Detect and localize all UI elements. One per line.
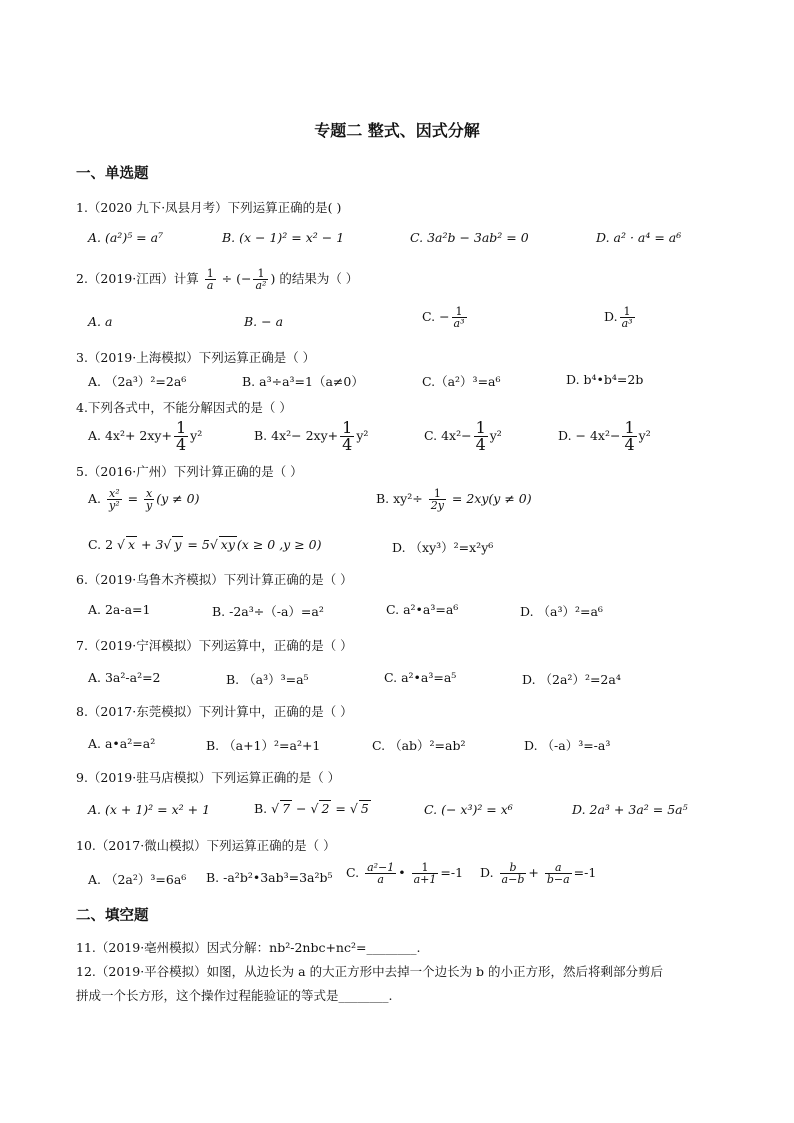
q2-fraction-1-over-a-squared: $\frac{1}{\text{a²}}$ xyxy=(255,267,267,292)
question-4-stem: 4.下列各式中，不能分解因式的是（ ） xyxy=(76,400,292,415)
q2-option-d: D. $\frac{1}{\text{a³}}$ xyxy=(604,305,633,330)
q7-option-c: C. a²•a³=a⁵ xyxy=(384,670,457,685)
question-8-stem: 8.（2017·东莞模拟）下列计算中，正确的是（ ） xyxy=(76,704,353,719)
question-2-stem: 2.（2019·江西）计算 $\frac{1}{a}$ ÷ (− $\frac{1}{\text{a²}}$ ) 的结果为（ ） xyxy=(76,267,359,292)
page-title: 专题二 整式、因式分解 xyxy=(314,121,480,140)
q1-option-c: C. 3a²b − 3ab² = 0 xyxy=(410,230,529,245)
q2-stem-suffix: 的结果为（ ） xyxy=(279,271,359,286)
q10-option-a: A. （2a²）³=6a⁶ xyxy=(88,872,187,887)
q6-option-c: C. a²•a³=a⁶ xyxy=(386,602,459,617)
question-3-stem: 3.（2019·上海模拟）下列运算正确是（ ） xyxy=(76,350,316,365)
section-heading-single-choice: 一、单选题 xyxy=(76,166,149,182)
q8-option-b: B. （a+1）²=a²+1 xyxy=(206,738,321,753)
q5-option-a: A. $\frac{\text{x²}}{\text{y²}}$ = $\frac{x}{y}$ (y ≠ 0) xyxy=(88,487,200,512)
question-12-line-2: 拼成一个长方形，这个操作过程能验证的等式是________. xyxy=(76,988,393,1003)
q2-option-c: C. − $\frac{1}{\text{a³}}$ xyxy=(422,305,465,330)
question-5-stem: 5.（2016·广州）下列计算正确的是（ ） xyxy=(76,464,303,479)
q3-option-b: B. a³÷a³=1（a≠0） xyxy=(242,374,364,389)
q9-option-c: C. (− x³)² = x⁶ xyxy=(424,802,513,817)
q2-option-a: A. a xyxy=(88,314,113,329)
q10-option-c: C. $\frac{\text{a²−1}}{a}$ • $\frac{1}{a+1}$ =-1 xyxy=(346,861,464,886)
q7-option-d: D. （2a²）²=2a⁴ xyxy=(522,672,621,687)
question-12-line-1: 12.（2019·平谷模拟）如图，从边长为 a 的大正方形中去掉一个边长为 b 的小正方形，然后将剩部分剪后 xyxy=(76,964,664,979)
q5-option-b: B. xy²÷ $\frac{1}{2y}$ = 2xy(y ≠ 0) xyxy=(376,487,532,512)
q6-option-a: A. 2a-a=1 xyxy=(88,602,151,617)
question-9-stem: 9.（2019·驻马店模拟）下列运算正确的是（ ） xyxy=(76,770,341,785)
question-10-stem: 10.（2017·微山模拟）下列运算正确的是（ ） xyxy=(76,838,336,853)
q7-option-b: B. （a³）³=a⁵ xyxy=(226,672,309,687)
q9-option-b: B. √ 7 − √ 2 = √ 5 xyxy=(254,801,369,816)
question-7-stem: 7.（2019·宁洱模拟）下列运算中，正确的是（ ） xyxy=(76,638,353,653)
q8-option-a: A. a•a²=a² xyxy=(88,736,156,751)
q4-option-c: C. 4x²− $\frac{1}{4}$ y² xyxy=(424,418,502,454)
q9-option-d: D. 2a³ + 3a² = 5a⁵ xyxy=(572,802,688,817)
q4-option-b: B. 4x²− 2xy+ $\frac{1}{4}$ y² xyxy=(254,418,369,454)
q1-option-a: A. (a²)⁵ = a⁷ xyxy=(88,230,164,245)
q1-option-b: B. (x − 1)² = x² − 1 xyxy=(222,230,345,245)
q4-option-a: A. 4x²+ 2xy+ $\frac{1}{4}$ y² xyxy=(88,418,203,454)
q5-option-c: C. 2 √ x + 3√ y = 5√ xy (x ≥ 0 ,y ≥ 0) xyxy=(88,537,322,552)
q2-option-b: B. − a xyxy=(244,314,284,329)
question-1-stem: 1.（2020 九下·凤县月考）下列运算正确的是( ) xyxy=(76,200,342,215)
q3-option-a: A. （2a³）²=2a⁶ xyxy=(88,374,187,389)
question-6-stem: 6.（2019·乌鲁木齐模拟）下列计算正确的是（ ） xyxy=(76,572,353,587)
q4-option-d: D. − 4x²− $\frac{1}{4}$ y² xyxy=(558,418,651,454)
q2-stem-prefix: 2.（2019·江西）计算 xyxy=(76,271,199,286)
q2-fraction-1-over-a: $\frac{1}{a}$ xyxy=(206,267,214,292)
q3-option-c: C.（a²）³=a⁶ xyxy=(422,374,501,389)
q5-option-d: D. （xy³）²=x²y⁶ xyxy=(392,540,494,555)
q6-option-d: D. （a³）²=a⁶ xyxy=(520,604,603,619)
section-heading-fill-in: 二、填空题 xyxy=(76,908,149,924)
q10-option-b: B. -a²b²•3ab³=3a²b⁵ xyxy=(206,870,333,885)
q10-option-d: D. $\frac{b}{a-b}$ + $\frac{a}{b-a}$ =-1 xyxy=(480,861,597,886)
q3-option-d: D. b⁴•b⁴=2b xyxy=(566,372,644,387)
question-11-stem: 11.（2019·亳州模拟）因式分解：nb²-2nbc+nc²=________. xyxy=(76,940,421,955)
q8-option-d: D. （-a）³=-a³ xyxy=(524,738,611,753)
q1-option-d: D. a² · a⁴ = a⁶ xyxy=(596,230,682,245)
q7-option-a: A. 3a²-a²=2 xyxy=(88,670,161,685)
q6-option-b: B. -2a³÷（-a）=a² xyxy=(212,604,324,619)
q8-option-c: C. （ab）²=ab² xyxy=(372,738,466,753)
q9-option-a: A. (x + 1)² = x² + 1 xyxy=(88,802,211,817)
